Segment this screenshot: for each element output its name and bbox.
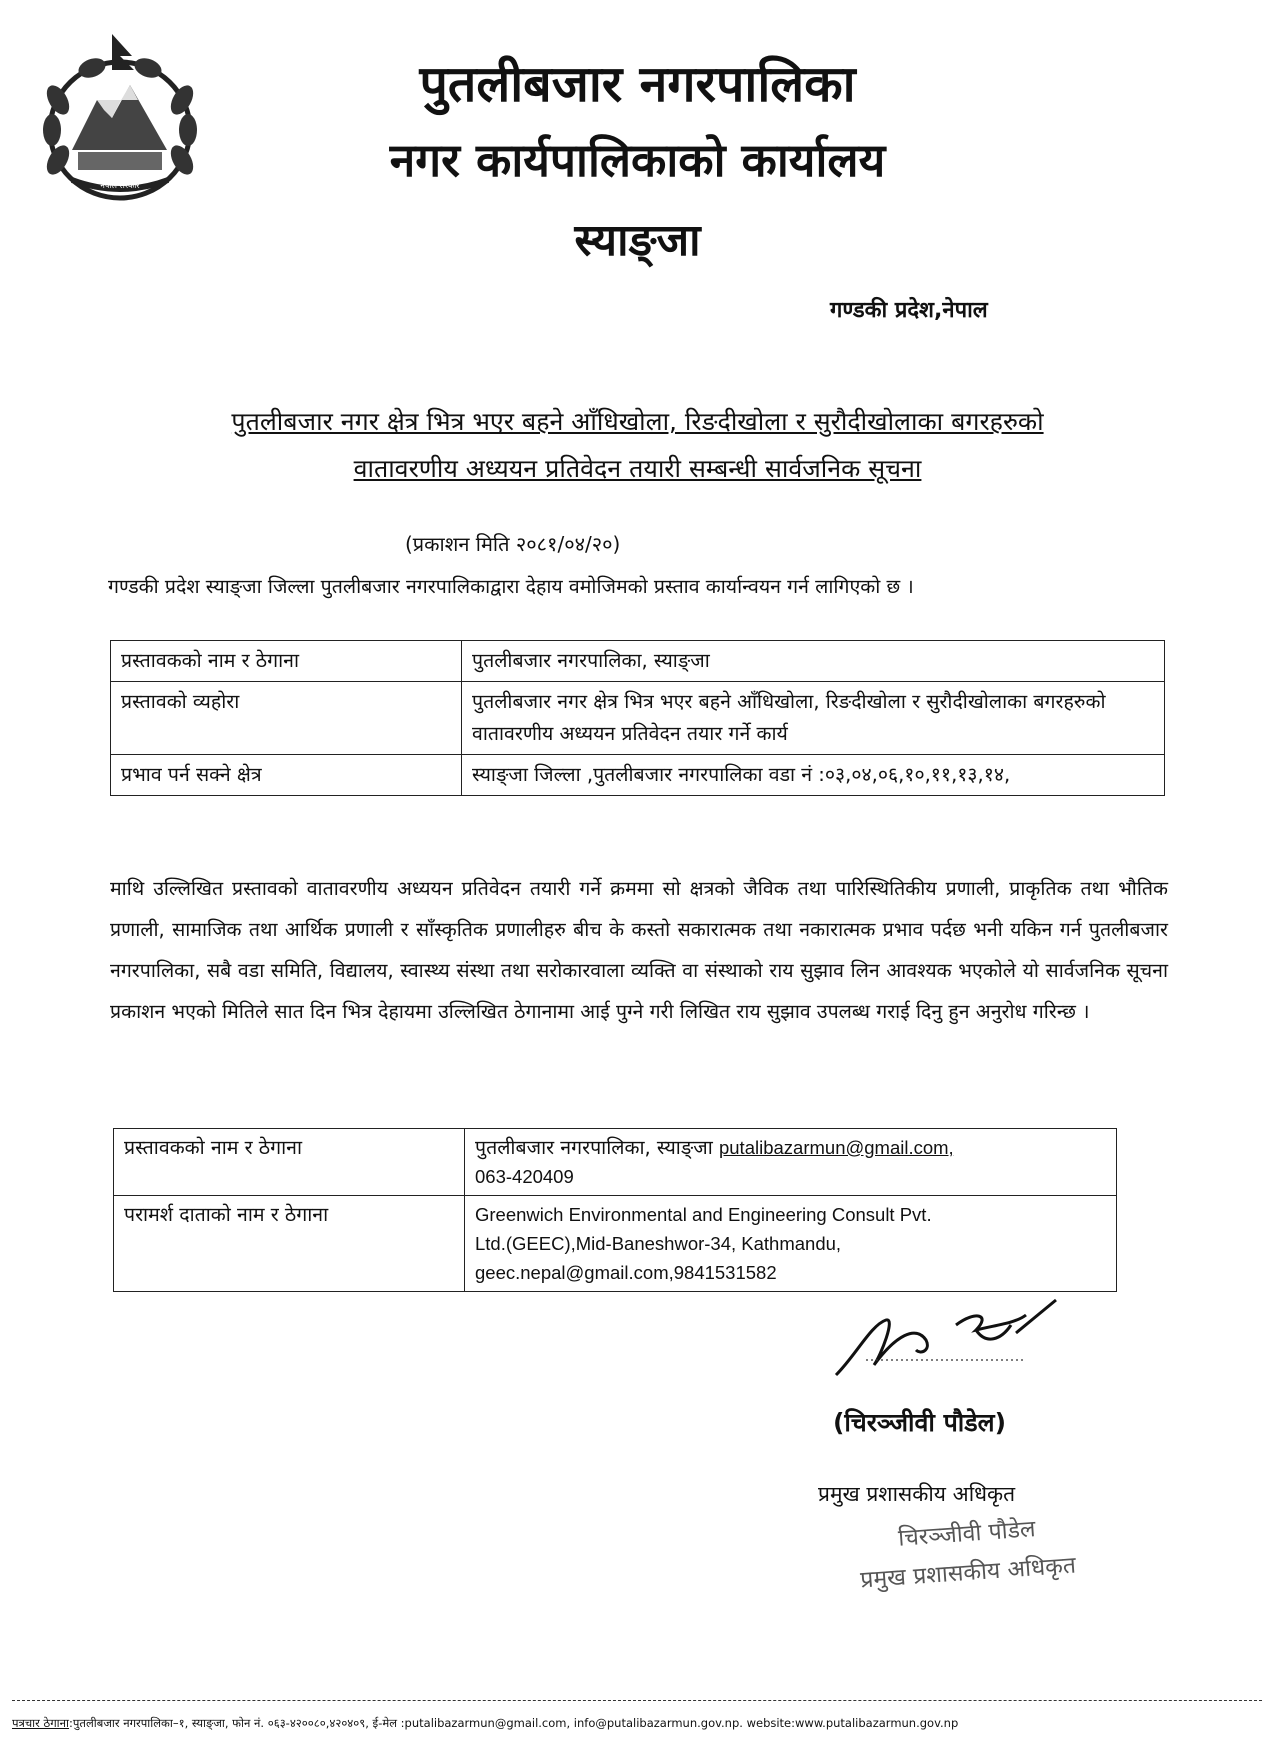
proposal-table (110, 640, 1165, 796)
office-name: नगर कार्यपालिकाको कार्यालय (389, 133, 886, 187)
table-row (114, 1129, 1117, 1196)
table-row (114, 1196, 1117, 1292)
contact-value (465, 1196, 1117, 1292)
signatory-name: (चिरञ्जीवी पौडेल) (833, 1408, 1007, 1437)
table-row (111, 682, 1165, 755)
proposal-value: स्याङ्जा जिल्ला ,पुतलीबजार नगरपालिका वडा नं :०३,०४,०६,१०,११,१३,१४, (462, 755, 1165, 796)
proposer-email-link[interactable]: putalibazarmun@gmail.com, (718, 1137, 954, 1158)
proposal-label: प्रस्तावको व्यहोरा (111, 682, 462, 755)
publication-date: (प्रकाशन मिति २०८१/०४/२०) (405, 532, 621, 556)
notice-subject-line-2: वातावरणीय अध्ययन प्रतिवेदन तयारी सम्बन्धी सार्वजनिक सूचना (353, 454, 922, 483)
contact-value (465, 1129, 1117, 1196)
footer-address (12, 1716, 1272, 1731)
notice-subject-line-1: पुतलीबजार नगर क्षेत्र भित्र भएर बहने आँधिखोला, रिङदीखोला र सुरौदीखोलाका बगरहरुको (231, 407, 1044, 436)
consultant-line: Greenwich Environmental and Engineering Consult Pvt. (475, 1204, 932, 1225)
org-name: पुतलीबजार नगरपालिका (419, 55, 856, 113)
stamp-designation: प्रमुख प्रशासकीय अधिकृत (859, 1552, 1077, 1594)
proposal-label: प्रस्तावकको नाम र ठेगाना (111, 641, 462, 682)
emblem-text: नेपाल सरकार (100, 181, 140, 190)
signature-icon (826, 1295, 1081, 1390)
proposal-value: पुतलीबजार नगरपालिका, स्याङ्जा (462, 641, 1165, 682)
contact-table (113, 1128, 1117, 1292)
consultant-email-phone: geec.nepal@gmail.com,9841531582 (475, 1262, 777, 1283)
footer-text: :पुतलीबजार नगरपालिका–१, स्याङ्जा, फोन नं. ०६३-४२००८०,४२०४०९, ई-मेल :putalibazarmun@gmail.com, info@putalibazarmun.gov.np. website:www.putalibazarmun.gov.np (69, 1716, 959, 1730)
stamp-name: चिरञ्जीवी पौडेल (897, 1516, 1037, 1552)
table-row (111, 641, 1165, 682)
table-row (111, 755, 1165, 796)
consultant-line: Ltd.(GEEC),Mid-Baneshwor-34, Kathmandu, (475, 1233, 842, 1254)
proposal-value: पुतलीबजार नगर क्षेत्र भित्र भएर बहने आँधिखोला, रिङदीखोला र सुरौदीखोलाका बगरहरुको वातावरणीय अध्ययन प्रतिवेदन तयार गर्ने कार्य (462, 682, 1165, 755)
province-name: गण्डकी प्रदेश,नेपाल (830, 298, 988, 323)
footer-divider (12, 1700, 1262, 1701)
district-name: स्याङ्जा (574, 215, 701, 266)
footer-label: पत्रचार ठेगाना (12, 1716, 70, 1730)
signatory-designation: प्रमुख प्रशासकीय अधिकृत (818, 1482, 1016, 1506)
intro-text: गण्डकी प्रदेश स्याङ्जा जिल्ला पुतलीबजार नगरपालिकाद्वारा देहाय वमोजिमको प्रस्ताव कार्यान्वयन गर्न लागिएको छ । (108, 575, 914, 598)
contact-label: परामर्श दाताको नाम र ठेगाना (114, 1196, 465, 1292)
proposal-label: प्रभाव पर्न सक्ने क्षेत्र (111, 755, 462, 796)
proposer-name: पुतलीबजार नगरपालिका, स्याङ्जा (475, 1136, 713, 1159)
contact-label: प्रस्तावकको नाम र ठेगाना (114, 1129, 465, 1196)
body-paragraph: माथि उल्लिखित प्रस्तावको वातावरणीय अध्ययन प्रतिवेदन तयारी गर्ने क्रममा सो क्षत्रको जैविक तथा पारिस्थितिकीय प्रणाली, प्राकृतिक तथा भौतिक प्रणाली, सामाजिक तथा आर्थिक प्रणाली र साँस्कृतिक प्रणालीहरु बीच के कस्तो सकारात्मक तथा नकारात्मक प्रभाव पर्दछ भनी यकिन गर्न पुतलीबजार नगरपालिका, सबै वडा समिति, विद्यालय, स्वास्थ्य संस्था तथा सरोकारवाला व्यक्ति वा संस्थाको राय सुझाव लिन आवश्यक भएकोले यो सार्वजनिक सूचना प्रकाशन भएको मितिले सात दिन भित्र देहायमा उल्लिखित ठेगानामा आई पुग्ने गरी लिखित राय सुझाव उपलब्ध गराई दिनु हुन अनुरोध गरिन्छ । (110, 877, 1168, 1023)
proposer-phone: 063-420409 (475, 1166, 574, 1187)
